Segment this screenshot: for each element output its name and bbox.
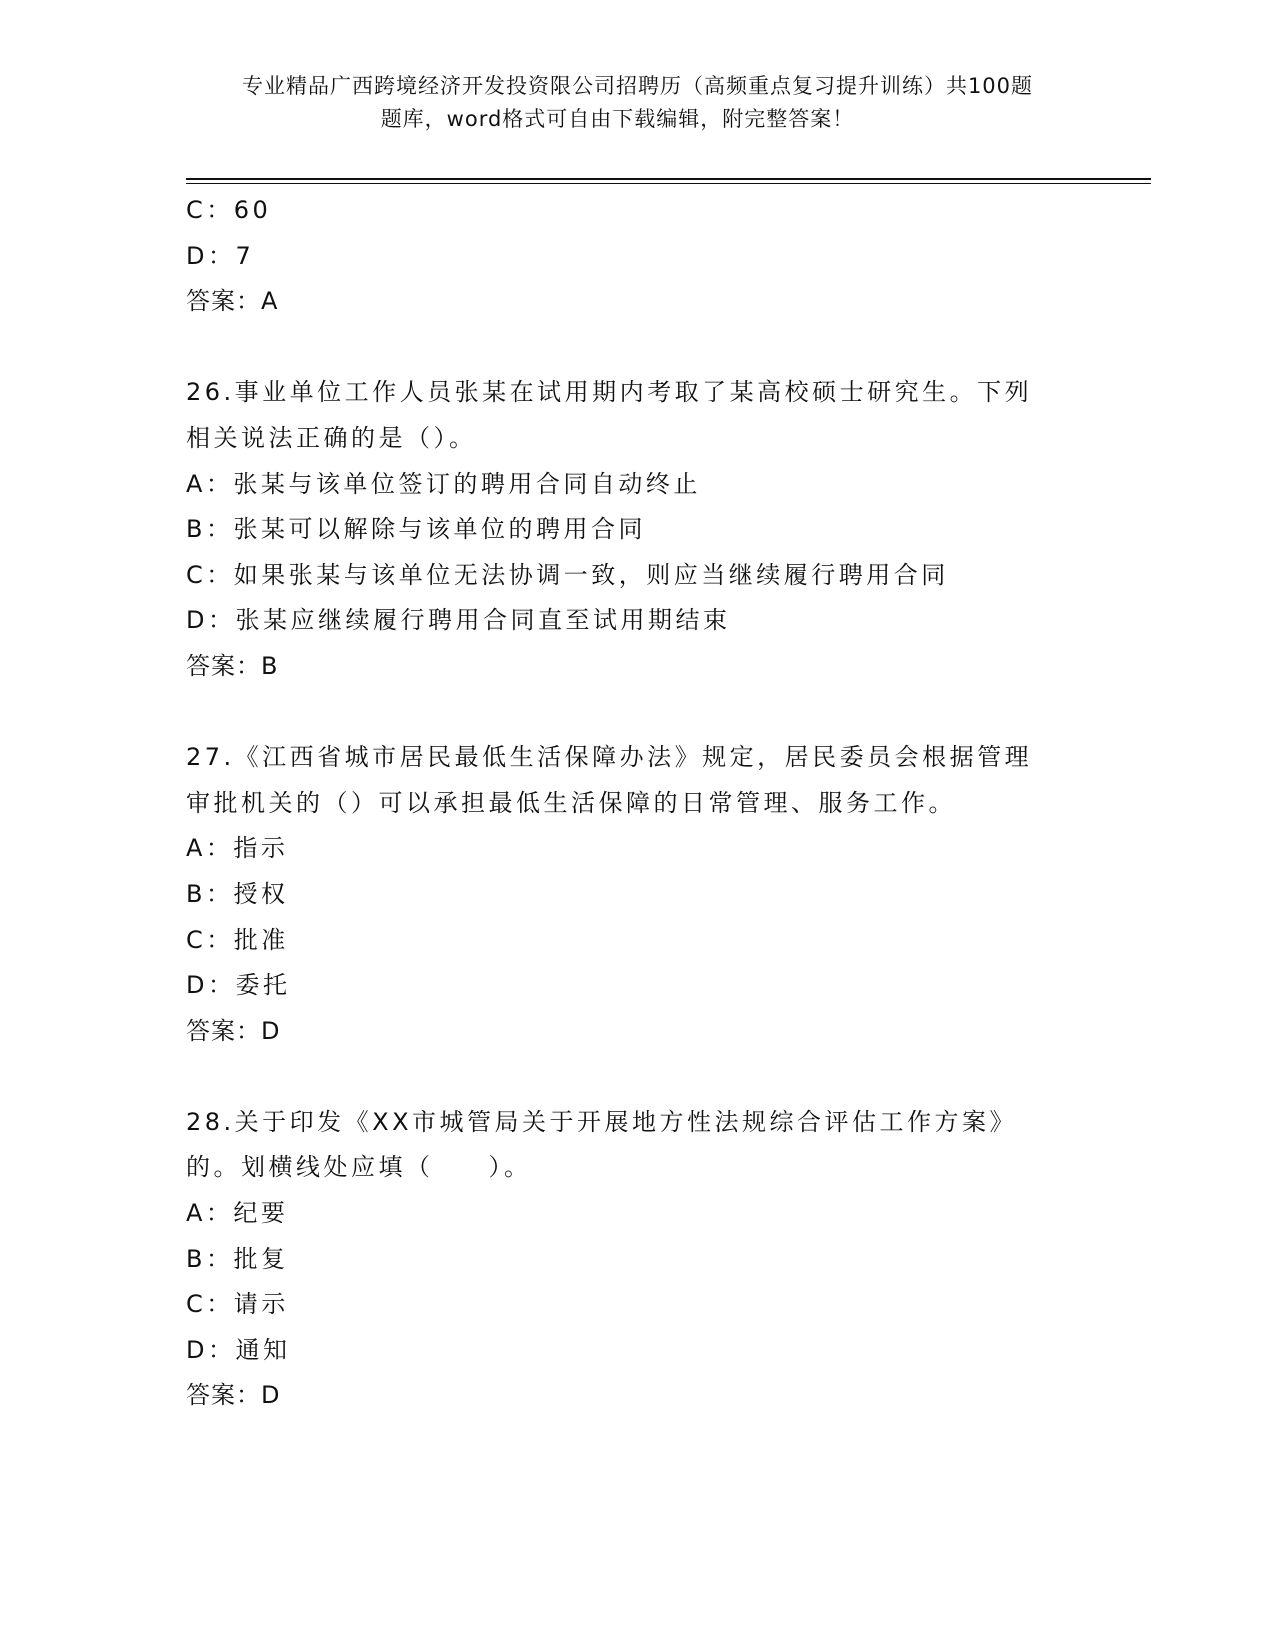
option-c: C：批准: [186, 925, 289, 954]
question-25-tail: [186, 188, 1086, 325]
option-d: D：委托: [186, 971, 291, 1000]
header-rule-thin: [186, 183, 1151, 184]
answer-line: 答案：D: [186, 1381, 281, 1410]
option-c: C：60: [186, 196, 272, 224]
document-body: [186, 188, 1086, 1419]
option-a: A：张某与该单位签订的聘用合同自动终止: [186, 469, 701, 498]
option-d: D：通知: [186, 1335, 291, 1364]
header-title-line2: 题库，word格式可自由下载编辑，附完整答案！: [380, 107, 855, 131]
header-rule-thick: [186, 178, 1151, 180]
question-text-line2: 相关说法正确的是（）。: [186, 423, 477, 452]
option-d: D：7: [186, 241, 255, 270]
question-text-line2: 的。划横线处应填（ ）。: [186, 1153, 532, 1182]
option-b: B：授权: [186, 879, 289, 908]
answer-line: 答案：D: [186, 1016, 281, 1045]
question-26: [186, 370, 1086, 689]
option-d: D：张某应继续履行聘用合同直至试用期结束: [186, 606, 731, 635]
question-27: [186, 735, 1086, 1054]
header-title-line1: 专业精品广西跨境经济开发投资限公司招聘历（高频重点复习提升训练）共100题: [241, 74, 1034, 98]
option-c: C：请示: [186, 1290, 289, 1319]
question-text-line1: 27.《江西省城市居民最低生活保障办法》规定，居民委员会根据管理: [186, 743, 1033, 772]
option-a: A：指示: [186, 834, 289, 863]
option-b: B：张某可以解除与该单位的聘用合同: [186, 515, 646, 544]
answer-line: 答案：B: [186, 651, 279, 680]
option-b: B：批复: [186, 1244, 289, 1273]
option-a: A：纪要: [186, 1199, 289, 1228]
question-text-line1: 26.事业单位工作人员张某在试用期内考取了某高校硕士研究生。下列: [186, 378, 1033, 407]
question-28: [186, 1100, 1086, 1419]
question-text-line2: 审批机关的（）可以承担最低生活保障的日常管理、服务工作。: [186, 788, 956, 817]
option-c: C：如果张某与该单位无法协调一致，则应当继续履行聘用合同: [186, 560, 949, 589]
answer-line: 答案：A: [186, 287, 279, 316]
page-header: [0, 70, 1275, 136]
question-text-line1: 28.关于印发《XX市城管局关于开展地方性法规综合评估工作方案》: [186, 1107, 1018, 1136]
